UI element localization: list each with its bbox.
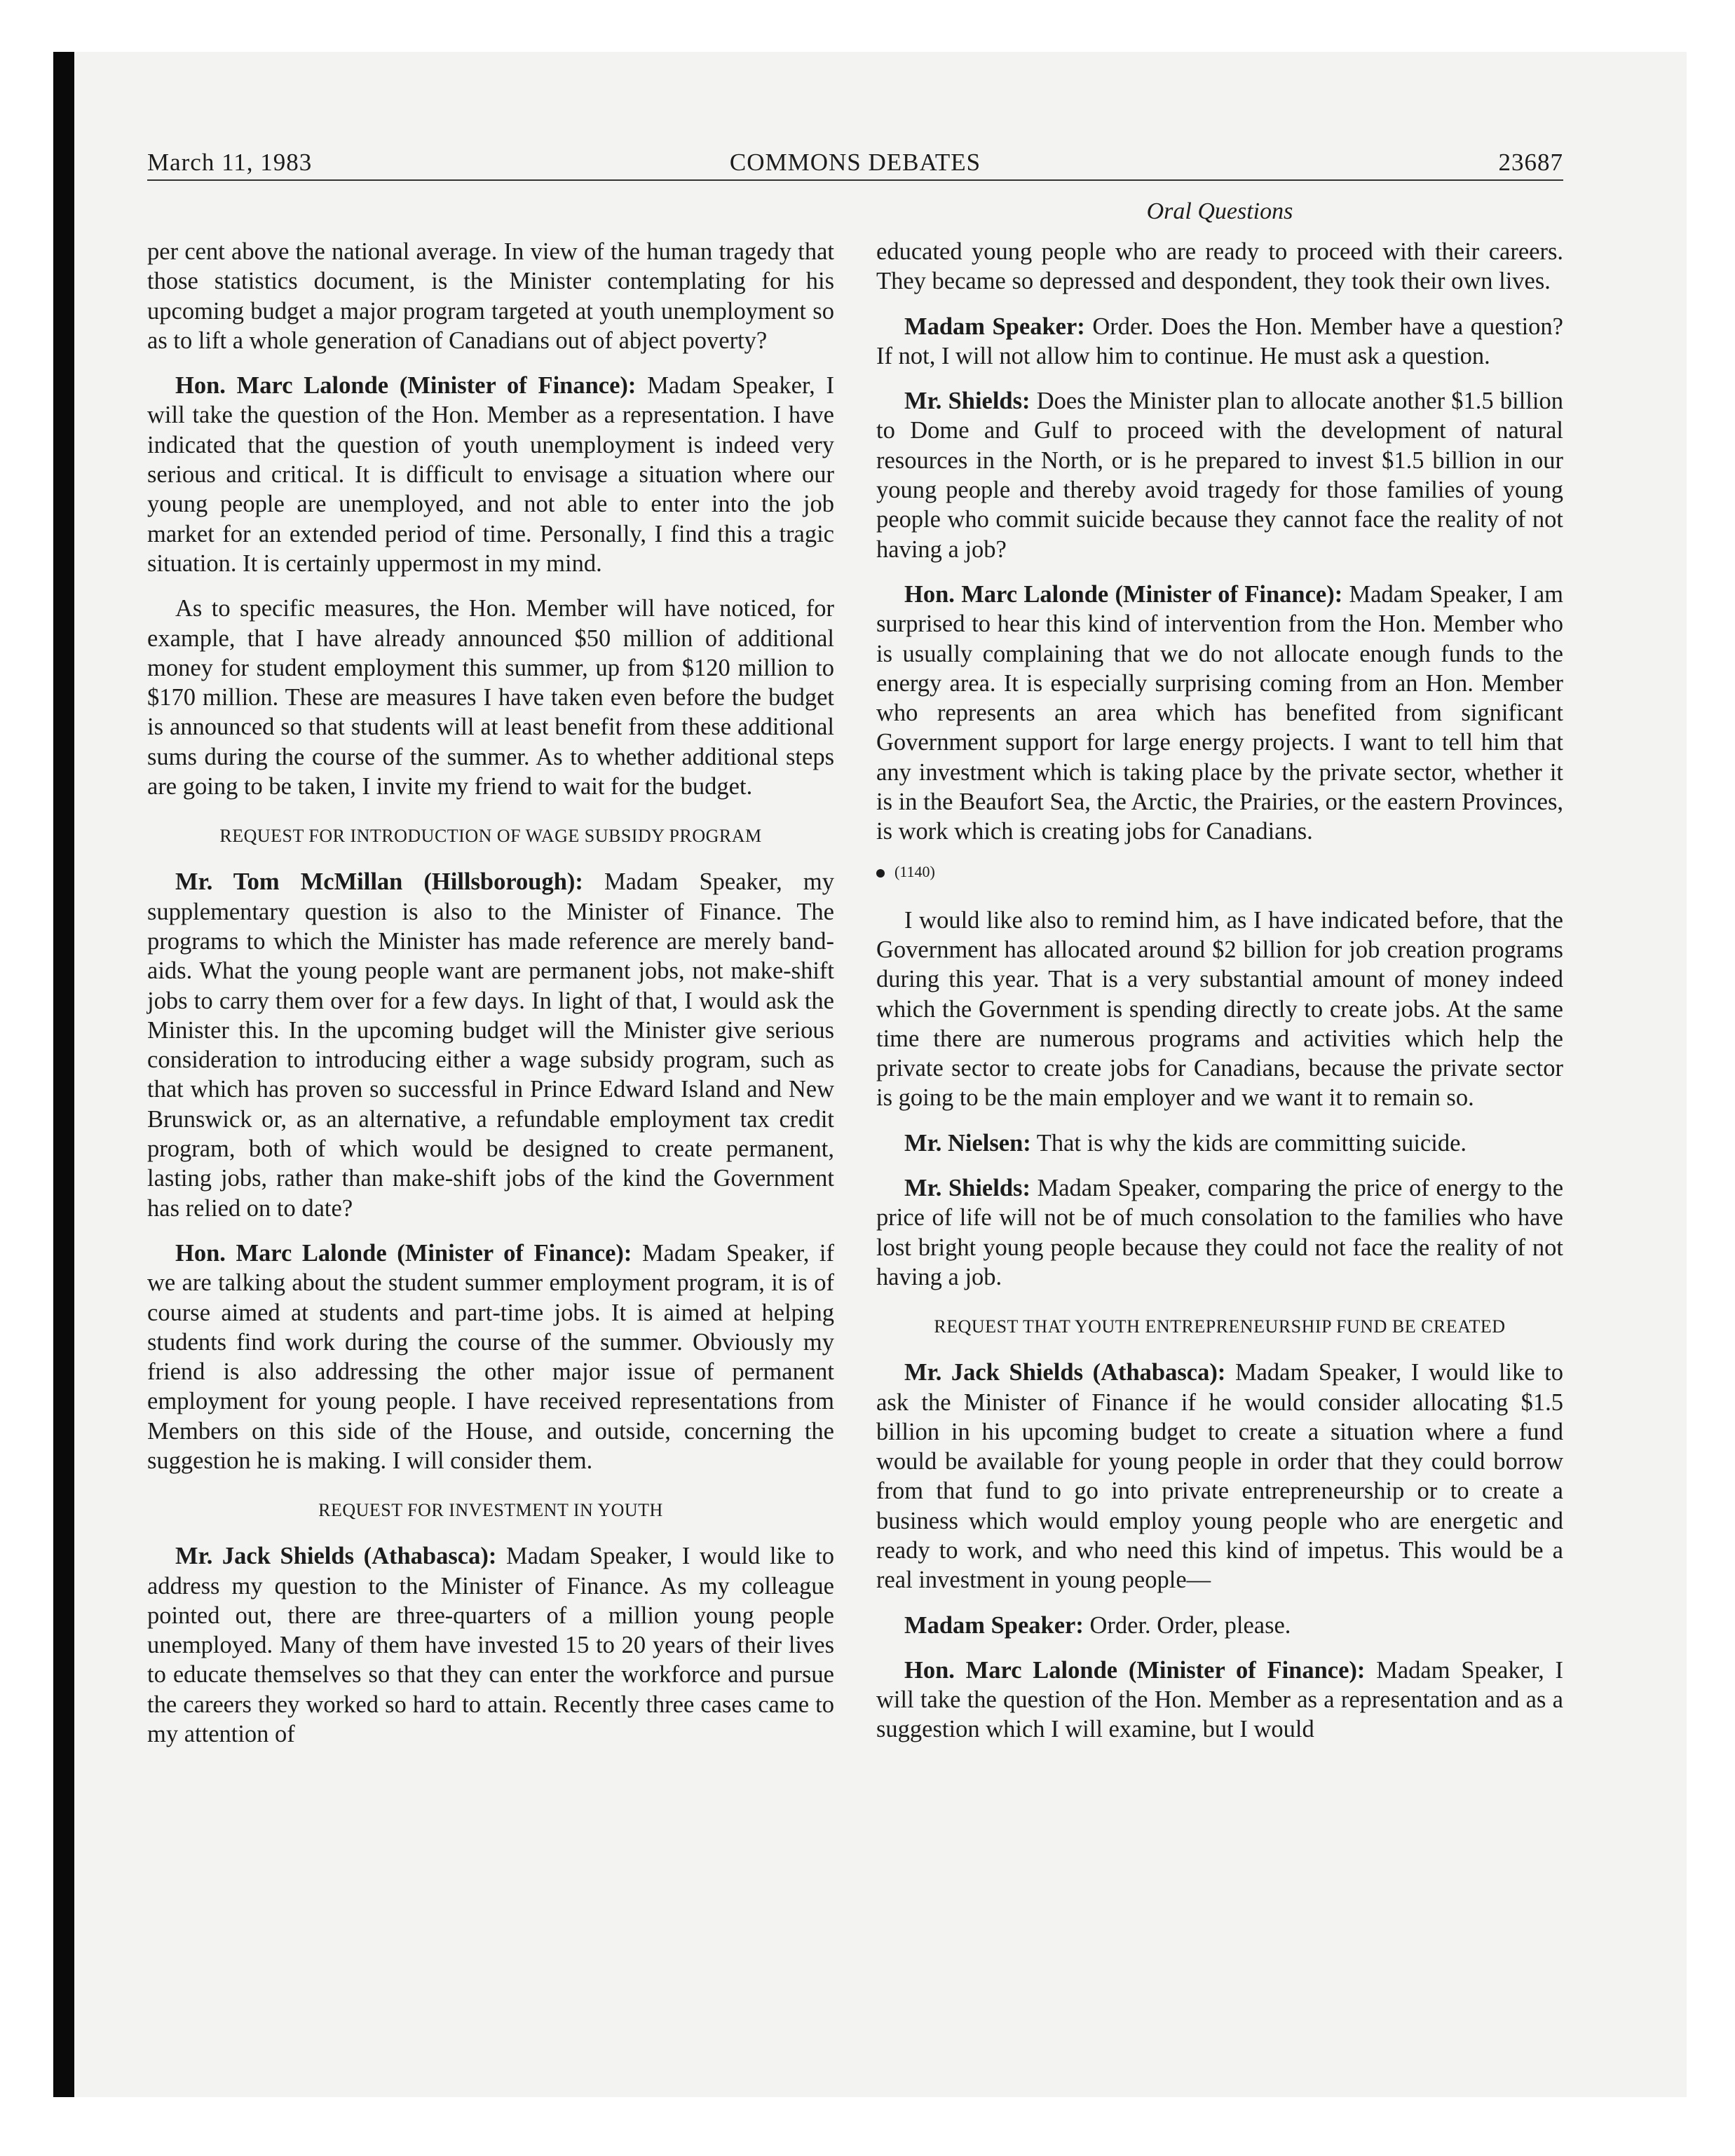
time-marker [876, 862, 1563, 882]
speaker-name: Hon. Marc Lalonde (Minister of Finance): [904, 1656, 1366, 1684]
speech-text: Madam Speaker, I am surprised to hear this kind of intervention from the Hon. Member who is usually complaining that we do not allocate enough funds to the energy area. It is especially surprising coming from an Hon. Member who represents an area which has benefited from significant Government support for large energy projects. I want to tell him that any investment which is taking place by the private sector, whether it is in the Beaufort Sea, the Arctic, the Prairies, or the eastern Provinces, is work which is creating jobs for Canadians. [876, 580, 1563, 845]
speaker-name: Mr. Jack Shields (Athabasca): [175, 1543, 497, 1570]
header-page-number: 23687 [1498, 149, 1563, 176]
speech-text: Madam Speaker, my supplementary question is also to the Minister of Finance. The programs to which the Minister has made reference are merely band-aids. What the young people want are permanent jobs, not make-shift jobs to carry them over for a few days. In light of that, I would ask the Minister this. In the upcoming budget will the Minister give serious consideration to introducing either a wage subsidy program, such as that which has proven so successful in Prince Edward Island and New Brunswick or, as an alternative, a refundable employment tax credit program, both of which would be designed to create permanent, lasting jobs, rather than make-shift jobs of the kind the Government has relied on to date? [147, 868, 834, 1222]
speaker-name: Mr. Nielsen: [904, 1129, 1031, 1157]
paragraph: I would like also to remind him, as I have indicated before, that the Government has allocated around $2 billion for job creation programs during this year. That is a very substantial amount of money indeed which the Government is spending directly to create jobs. At the same time there are numerous programs and activities which help the private sector to create jobs for Canadians, because the private sector is going to be the main employer and we want it to remain so. [876, 906, 1563, 1112]
speaker-name: Mr. Jack Shields (Athabasca): [904, 1359, 1226, 1386]
speaker-name: Mr. Tom McMillan (Hillsborough): [175, 868, 583, 896]
page-spine-shadow [53, 52, 74, 2097]
paragraph [147, 1239, 834, 1475]
right-column [876, 237, 1563, 1760]
speaker-name: Hon. Marc Lalonde (Minister of Finance): [175, 372, 637, 400]
speech-text: Madam Speaker, if we are talking about the student summer employment program, it is of course aimed at students and part-time jobs. It is aimed at helping students find work during the course of the summer. Obviously my friend is also addressing the other major issue of permanent employment for young people. I have received representations from Members on this side of the House, and outside, concerning the suggestion he is making. I will consider them. [147, 1239, 834, 1474]
speech-text: Madam Speaker, I will take the question of the Hon. Member as a representation and as a suggestion which I will examine, but I would [876, 1656, 1564, 1743]
paragraph [876, 1358, 1563, 1595]
header-date: March 11, 1983 [147, 149, 313, 176]
subsection-heading: REQUEST FOR INTRODUCTION OF WAGE SUBSIDY PROGRAM [219, 826, 762, 847]
paragraph: educated young people who are ready to proceed with their careers. They became so depressed and despondent, they took their own lives. [876, 238, 1563, 295]
speech-text: Does the Minister plan to allocate another $1.5 billion to Dome and Gulf to proceed with the development of natural resources in the North, or is he prepared to invest $1.5 billion in our young people and thereby avoid tragedy for those families of young people who commit suicide because they cannot face the reality of not having a job? [876, 388, 1563, 563]
scanned-page [53, 52, 1687, 2097]
speech-text: Madam Speaker, I would like to ask the Minister of Finance if he would consider allocating $1.5 billion in his upcoming budget to create a situation where a fund would be available for young people in order that they could borrow from that fund to go into private entrepreneurship or to create a business which would employ young people who are energetic and ready to work, and who need this kind of impetus. This would be a real investment in young people— [876, 1359, 1563, 1594]
subsection-heading: REQUEST FOR INVESTMENT IN YOUTH [318, 1500, 663, 1521]
speaker-name: Hon. Marc Lalonde (Minister of Finance): [175, 1239, 632, 1267]
subsection-heading: REQUEST THAT YOUTH ENTREPRENEURSHIP FUND BE CREATED [934, 1316, 1506, 1337]
time-marker-text: (1140) [894, 862, 935, 880]
speech-text: Madam Speaker, I would like to address my question to the Minister of Finance. As my colleague pointed out, there are three-quarters of a million young people unemployed. Many of them have invested 15 to 20 years of their lives to educate themselves so that they can enter the workforce and pursue the careers they worked so hard to attain. Recently three cases came to my attention of [147, 1543, 834, 1748]
paragraph [147, 371, 834, 578]
speaker-name: Hon. Marc Lalonde (Minister of Finance): [904, 580, 1343, 608]
paragraph [147, 867, 834, 1223]
left-column [147, 237, 834, 1764]
speaker-name: Madam Speaker: [904, 1611, 1084, 1639]
paragraph: per cent above the national average. In view of the human tragedy that those statistics document, is the Minister contemplating for his upcoming budget a major program targeted at youth unemployment so as to lift a whole generation of Canadians out of abject poverty? [147, 238, 834, 354]
paragraph [876, 1611, 1563, 1640]
paragraph [876, 1128, 1563, 1158]
speech-text: Madam Speaker, I will take the question of the Hon. Member as a representation. I have indicated that the question of youth unemployment is indeed very serious and critical. It is difficult to envisage a situation where our young people are unemployed, and not able to enter into the job market for an extended period of time. Personally, I find this a tragic situation. It is certainly uppermost in my mind. [147, 372, 835, 577]
running-header [147, 147, 1563, 181]
paragraph [876, 580, 1563, 847]
speech-text: Order. Order, please. [1083, 1611, 1291, 1639]
paragraph [876, 1656, 1563, 1745]
section-heading: Oral Questions [1146, 198, 1293, 224]
speaker-name: Madam Speaker: [904, 313, 1085, 340]
speech-text: Order. Does the Hon. Member have a question? If not, I will not allow him to continue. He must ask a question. [876, 313, 1563, 369]
paragraph [876, 1173, 1563, 1292]
paragraph [876, 312, 1563, 371]
paragraph: As to specific measures, the Hon. Member will have noticed, for example, that I have already announced $50 million of additional money for student employment this summer, up from $120 million to $170 million. These are measures I have taken even before the budget is announced so that students will at least benefit from these additional sums during the course of the summer. As to whether additional steps are going to be taken, I invite my friend to wait for the budget. [147, 595, 834, 800]
paragraph [876, 386, 1563, 564]
paragraph [147, 1541, 834, 1749]
speech-text: Madam Speaker, comparing the price of energy to the price of life will not be of much consolation to the families who have lost bright young people because they could not face the reality of not having a job. [876, 1175, 1564, 1290]
speaker-name: Mr. Shields: [904, 388, 1030, 415]
bullet-icon [876, 869, 885, 878]
header-title: COMMONS DEBATES [729, 149, 981, 176]
speaker-name: Mr. Shields: [904, 1175, 1030, 1202]
speech-text: That is why the kids are committing suicide. [1030, 1129, 1467, 1157]
